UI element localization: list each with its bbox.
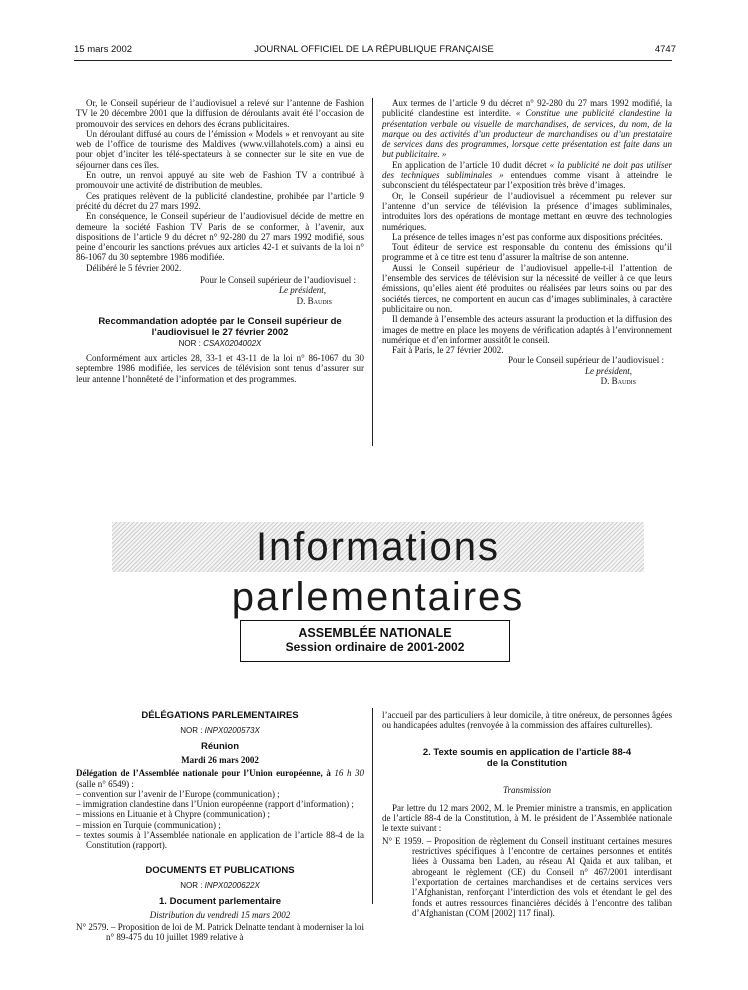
paragraph [382,160,672,191]
top-left-column [76,98,364,384]
subsection-title: 1. Document parlementaire [159,895,281,907]
column-separator [372,708,373,904]
list-item: – textes soumis à l’Assemblée nationale en application de l’article 88-4 de la Constitution (rapport). [76,830,364,851]
meeting-room: (salle n° 6549) : [76,778,134,789]
signature-line: Pour le Conseil supérieur de l’audiovisuel : [200,275,356,286]
signature-role: Le président, [585,365,632,376]
paragraph: Ces pratiques relèvent de la publicité clandestine, prohibée par l’article 9 précité du décret du 27 mars 1992. [76,190,364,211]
nor-line [76,338,364,350]
quote: « la publicité ne doit pas utiliser des techniques subliminales » [382,159,672,181]
text-run: Aux termes de l’article 9 du décret n° 92-280 du 27 mars 1992 modifié, la publicité clandestine est interdite. [382,98,672,119]
list-item: – immigration clandestine dans l’Union européenne (rapport d’information) ; [76,799,354,810]
section-banner [112,522,644,619]
nor-line [76,880,364,892]
nor-code: INPX0200573X [204,726,260,735]
paragraph: Délibéré le 5 février 2002. [86,262,182,273]
list-item: – missions en Lituanie et à Chypre (communication) ; [76,809,270,820]
paragraph [382,98,672,160]
nor-label: NOR : [178,338,201,348]
paragraph: l’accueil par des particuliers à leur domicile, à titre onéreux, de personnes âgées ou handicapées adultes (renvoyée à la commission des affaires culturelles). [382,710,672,731]
list-item: – convention sur l’avenir de l’Europe (communication) ; [76,788,280,799]
bottom-right-column [382,710,672,918]
signature-line: Pour le Conseil supérieur de l’audiovisuel : [508,355,664,366]
paragraph: Tout éditeur de service est responsable du contenu des émissions qu’il programme et à ce titre est tenu d’assurer la maîtrise de son antenne. [382,242,672,263]
nor-label: NOR : [180,726,203,735]
transmission-label: Transmission [502,784,552,795]
top-right-column [382,98,672,386]
signature-name: D. Baudis [600,376,636,387]
page-header [0,44,748,58]
paragraph: Il demande à l’ensemble des acteurs assurant la production et la diffusion des images de mettre en place les moyens de vérification adaptés à l’environnement numérique et d’en informer aussitôt le conseil. [382,314,672,345]
delegation-line [76,768,364,789]
column-separator [372,98,373,446]
paragraph: Or, le Conseil supérieur de l’audiovisuel a relevé sur l’antenne de Fashion TV le 20 décembre 2001 que la diffusion de déroulants avait été l’occasion de promouvoir des services en dehors des écrans publicitaires. [76,98,364,129]
paragraph: En outre, un renvoi appuyé au site web de Fashion TV a contribué à promouvoir une activité de distribution de meubles. [76,170,364,191]
recommendation-title: Recommandation adoptée par le Conseil supérieur de l’audiovisuel le 27 février 2002 [98,315,342,338]
page-number: 4747 [654,44,676,55]
signature-role: Le président, [279,285,326,296]
text-run: En application de l’article 10 dudit décret [392,159,550,170]
nor-label: NOR : [180,880,203,890]
header-date: 15 mars 2002 [74,44,133,55]
section-title: DÉLÉGATIONS PARLEMENTAIRES [141,710,299,721]
nor-code: CSAX0204002X [203,338,262,348]
paragraph: Aussi le Conseil supérieur de l’audiovisuel appelle-t-il l’attention de l’ensemble des services de télévision sur la nécessité de veiller à ce que leurs émissions, qu’elles aient été produites ou réalisées par leurs soins ou par des sociétés tierces, ne comportent en aucun cas d’images subliminales, à caractère publicitaire ou non. [382,262,672,314]
meeting-time: 16 h 30 [334,768,365,779]
signature-block [382,355,672,386]
paragraph: Conformément aux articles 28, 33-1 et 43-11 de la loi n° 86-1067 du 30 septembre 1986 modifiée, les services de télévision sont tenus d’assurer sur leur antenne l’honnêteté de l’information et des programmes. [76,352,364,384]
assembly-box [240,620,510,662]
meeting-date: Mardi 26 mars 2002 [181,755,259,765]
nor-line [76,725,364,737]
paragraph: Par lettre du 12 mars 2002, M. le Premier ministre a transmis, en application de l’article 88-4 de la Constitution, à M. le président de l’Assemblée nationale le texte suivant : [382,802,672,834]
delegation-name: Délégation de l’Assemblée nationale pour l’Union européenne, à [76,768,331,779]
text-entry: N° E 1959. – Proposition de règlement du Conseil instituant certaines mesures restrictives spécifiques à l’encontre de certaines personnes et entités liées à Oussama ben Laden, au réseau Al Qaida et aux taliban, et abrogeant le règlement (CE) du Conseil n° 467/2001 interdisant l’exportation de certaines marchandises et de certains services vers l’Afghanistan, renforçant l’interdiction des vols et étendant le gel des fonds et autres ressources financières décidés à l’encontre des taliban d’Afghanistan (COM [2002] 117 final). [382,835,672,918]
paragraph: En conséquence, le Conseil supérieur de l’audiovisuel décide de mettre en demeure la société Fashion TV Paris de se conformer, à l’avenir, aux dispositions de l’article 9 du décret n° 92-280 du 27 mars 1992 modifié, sous peine d’encourir les sanctions prévues aux articles 42-1 et suivants de la loi n° 86-1067 du 30 septembre 1986 modifiée. [76,211,364,263]
bottom-left-column [76,710,364,943]
signature-name: D. Baudis [296,295,332,306]
agenda-list [76,789,364,851]
document-entry: N° 2579. – Proposition de loi de M. Patrick Delnatte tendant à moderniser la loi n° 89-475 du 10 juillet 1989 relative à [76,921,364,943]
subsection-title: 2. Texte soumis en application de l’article 88-4 de la Constitution [422,746,632,769]
section-title: DOCUMENTS ET PUBLICATIONS [145,864,295,876]
nor-code: INPX0200622X [204,880,260,890]
paragraph: Un déroulant diffusé au cours de l’émission « Models » et renvoyant au site web de l’office de tourisme des Maldives (www.villahotels.com) a ainsi eu pour objet d’inciter les télé-spectateurs à se connecter sur le site en vue de séjourner dans ces îles. [76,128,364,170]
quote: « Constitue une publicité clandestine la présentation verbale ou visuelle de marchandises, de services, du nom, de la marque ou des activités d’un producteur de marchandises ou d’un prestataire de services dans des programmes, lorsque cette présentation est faite dans un but publicitaire. » [382,108,672,160]
subsection-title: Réunion [201,741,239,752]
banner-title: Informations parlementaires [231,525,525,619]
distribution-date: Distribution du vendredi 15 mars 2002 [149,909,291,920]
paragraph: Or, le Conseil supérieur de l’audiovisuel a récemment pu relever sur l’antenne d’un service de télévision la présence d’images subliminales, introduites lors des opérations de montage mettant en œuvre des technologies numériques. [382,190,672,232]
session-title: Session ordinaire de 2001-2002 [285,640,465,654]
signature-block [76,275,364,306]
assembly-title: ASSEMBLÉE NATIONALE [298,626,452,640]
text-run: entendues comme visant à atteindre le subconscient du téléspectateur par l’exposition très brève d’images. [382,170,672,191]
paragraph: Fait à Paris, le 27 février 2002. [392,345,504,356]
paragraph: La présence de telles images n’est pas conforme aux dispositions précitées. [392,231,663,242]
list-item: – mission en Turquie (communication) ; [76,819,221,830]
journal-title: JOURNAL OFFICIEL DE LA RÉPUBLIQUE FRANÇAISE [254,44,494,55]
header-rule [74,60,672,61]
